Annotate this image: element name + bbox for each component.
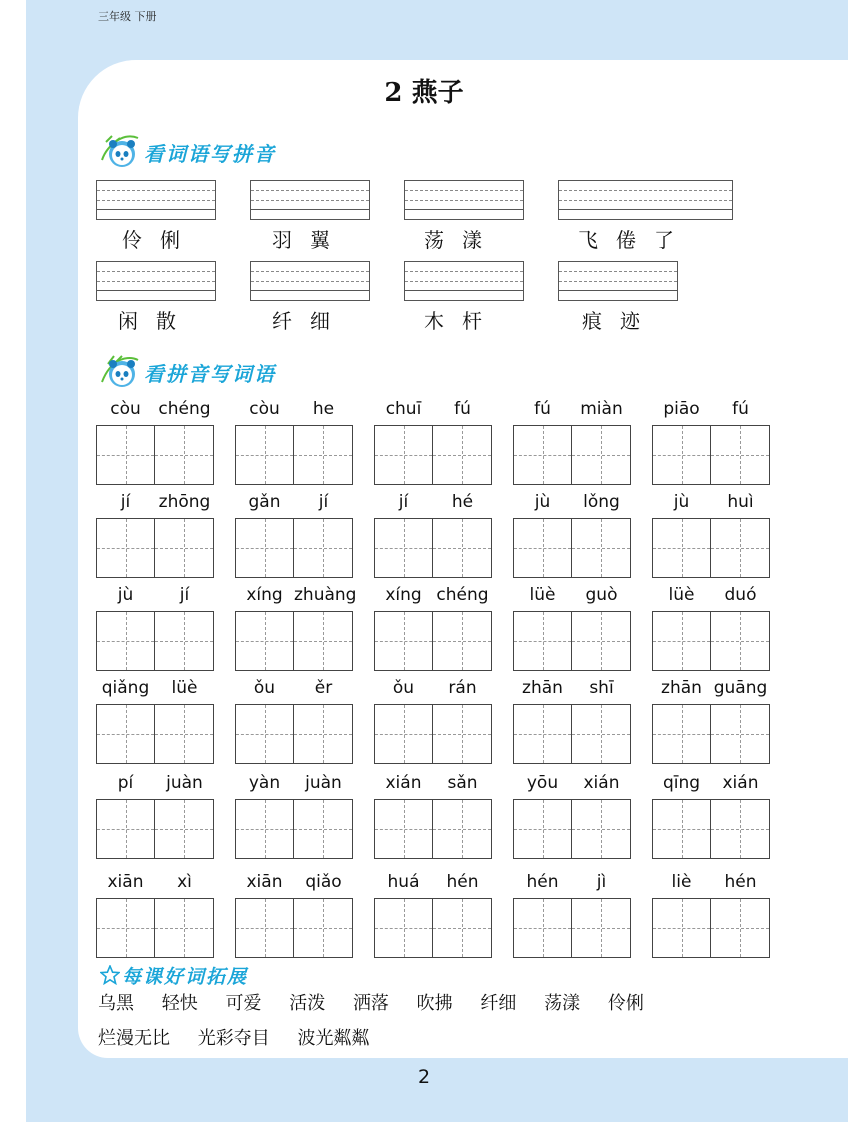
lesson-title: 2 燕子: [384, 78, 464, 108]
pinyin-label: [235, 678, 353, 700]
writing-cell[interactable]: [572, 898, 631, 958]
pinyin-label: [374, 773, 492, 795]
pinyin-syllable: jí: [398, 492, 409, 512]
pinyin-syllable: chéng: [436, 585, 489, 605]
pinyin-syllable: zhān: [522, 678, 563, 698]
pinyin-syllable: huá: [387, 872, 420, 892]
pinyin-syllable: lüè: [529, 585, 556, 605]
character-writing-grid[interactable]: [513, 898, 631, 958]
pinyin-label: [235, 585, 357, 607]
writing-cell[interactable]: [294, 704, 353, 764]
writing-cell[interactable]: [374, 799, 433, 859]
pinyin-syllable: ěr: [314, 678, 333, 698]
character-writing-grid[interactable]: [652, 611, 770, 671]
character-writing-grid[interactable]: [235, 898, 353, 958]
character-writing-grid[interactable]: [235, 518, 353, 578]
pinyin-label: [513, 585, 631, 607]
pinyin-label: [235, 399, 353, 421]
pinyin-syllable: gǎn: [248, 492, 281, 512]
pinyin-syllable: yōu: [526, 773, 559, 793]
writing-cell[interactable]: [513, 799, 572, 859]
writing-cell[interactable]: [513, 611, 572, 671]
writing-cell[interactable]: [652, 518, 711, 578]
pinyin-syllable: miàn: [580, 399, 623, 419]
writing-cell[interactable]: [235, 898, 294, 958]
pinyin-syllable: qiǎo: [305, 872, 342, 892]
pinyin-syllable: xián: [385, 773, 422, 793]
writing-cell[interactable]: [96, 425, 155, 485]
writing-cell[interactable]: [711, 518, 770, 578]
writing-cell[interactable]: [572, 425, 631, 485]
writing-cell[interactable]: [652, 425, 711, 485]
character-writing-grid[interactable]: [96, 611, 214, 671]
pinyin-syllable: fú: [732, 399, 749, 419]
pinyin-label: [235, 492, 353, 514]
page-number: 2: [417, 1066, 431, 1088]
character-writing-grid[interactable]: [374, 704, 492, 764]
writing-cell[interactable]: [96, 518, 155, 578]
character-writing-grid[interactable]: [652, 799, 770, 859]
writing-cell[interactable]: [433, 799, 492, 859]
writing-cell[interactable]: [513, 425, 572, 485]
section-heading-text: 每课好词拓展: [122, 966, 249, 988]
character-writing-grid[interactable]: [652, 518, 770, 578]
pinyin-label: [652, 399, 770, 421]
writing-cell[interactable]: [572, 799, 631, 859]
pinyin-label: [374, 399, 492, 421]
character-writing-grid[interactable]: [513, 611, 631, 671]
writing-cell[interactable]: [96, 704, 155, 764]
word-to-annotate: 羽翼: [272, 228, 348, 252]
section-heading-text: 看拼音写词语: [144, 362, 276, 386]
pinyin-syllable: jù: [534, 492, 551, 512]
word-to-annotate: 痕迹: [582, 309, 658, 333]
character-writing-grid[interactable]: [652, 898, 770, 958]
writing-cell[interactable]: [711, 611, 770, 671]
pinyin-writing-box[interactable]: [96, 261, 216, 301]
pinyin-syllable: zhuàng: [294, 585, 357, 605]
character-writing-grid[interactable]: [96, 898, 214, 958]
writing-cell[interactable]: [572, 611, 631, 671]
character-writing-grid[interactable]: [513, 518, 631, 578]
pinyin-label: [652, 678, 770, 700]
pinyin-label: [96, 773, 214, 795]
writing-cell[interactable]: [96, 799, 155, 859]
pinyin-syllable: hén: [724, 872, 757, 892]
pinyin-writing-box[interactable]: [404, 261, 524, 301]
extension-words-line-1: [98, 989, 666, 1015]
word-to-annotate: 荡漾: [424, 228, 500, 252]
writing-cell[interactable]: [513, 518, 572, 578]
pinyin-label: [652, 872, 770, 894]
pinyin-syllable: lǒng: [583, 492, 620, 512]
pinyin-writing-box[interactable]: [558, 180, 733, 220]
pinyin-label: [96, 678, 214, 700]
pinyin-syllable: ǒu: [392, 678, 415, 698]
pinyin-label: [96, 399, 214, 421]
pinyin-syllable: huì: [727, 492, 754, 512]
writing-cell[interactable]: [433, 611, 492, 671]
pinyin-label: [513, 399, 631, 421]
section-heading-pinyin-to-words: [98, 350, 358, 390]
writing-cell[interactable]: [652, 704, 711, 764]
writing-cell[interactable]: [155, 704, 214, 764]
pinyin-writing-box[interactable]: [250, 261, 370, 301]
extension-word: 轻快: [161, 993, 198, 1014]
pinyin-syllable: xì: [177, 872, 192, 892]
pinyin-syllable: xiān: [246, 872, 283, 892]
pinyin-writing-box[interactable]: [250, 180, 370, 220]
pinyin-syllable: lüè: [668, 585, 695, 605]
character-writing-grid[interactable]: [652, 425, 770, 485]
panda-icon: [98, 350, 142, 390]
pinyin-syllable: hén: [526, 872, 559, 892]
extension-words-line-2: [98, 1024, 391, 1050]
star-icon: [100, 965, 120, 985]
pinyin-syllable: piāo: [663, 399, 700, 419]
pinyin-label: [513, 872, 631, 894]
character-writing-grid[interactable]: [374, 799, 492, 859]
pinyin-syllable: jí: [179, 585, 190, 605]
pinyin-syllable: xíng: [246, 585, 283, 605]
pinyin-syllable: còu: [249, 399, 280, 419]
writing-cell[interactable]: [374, 518, 433, 578]
character-writing-grid[interactable]: [513, 425, 631, 485]
word-to-annotate: 伶俐: [122, 228, 198, 252]
writing-cell[interactable]: [235, 518, 294, 578]
writing-cell[interactable]: [235, 799, 294, 859]
pinyin-syllable: jù: [117, 585, 134, 605]
writing-cell[interactable]: [513, 704, 572, 764]
pinyin-syllable: xián: [722, 773, 759, 793]
writing-cell[interactable]: [711, 799, 770, 859]
pinyin-syllable: shī: [589, 678, 614, 698]
extension-word: 荡漾: [544, 993, 581, 1014]
extension-word: 纤细: [480, 993, 517, 1014]
pinyin-label: [513, 678, 631, 700]
pinyin-syllable: chéng: [158, 399, 211, 419]
writing-cell[interactable]: [374, 425, 433, 485]
word-to-annotate: 纤细: [272, 309, 348, 333]
writing-cell[interactable]: [155, 799, 214, 859]
extension-word: 可爱: [225, 993, 262, 1014]
writing-cell[interactable]: [235, 611, 294, 671]
pinyin-label: [374, 678, 492, 700]
writing-cell[interactable]: [652, 898, 711, 958]
pinyin-label: [96, 492, 214, 514]
pinyin-label: [652, 773, 770, 795]
writing-cell[interactable]: [572, 704, 631, 764]
pinyin-syllable: hé: [451, 492, 474, 512]
writing-cell[interactable]: [652, 611, 711, 671]
pinyin-syllable: fú: [454, 399, 471, 419]
pinyin-syllable: liè: [671, 872, 692, 892]
character-writing-grid[interactable]: [374, 518, 492, 578]
pinyin-writing-box[interactable]: [558, 261, 678, 301]
pinyin-syllable: juàn: [305, 773, 342, 793]
pinyin-syllable: guāng: [713, 678, 768, 698]
writing-cell[interactable]: [374, 898, 433, 958]
pinyin-label: [513, 773, 631, 795]
pinyin-writing-box[interactable]: [96, 180, 216, 220]
section-heading-word-extension: [100, 962, 320, 990]
pinyin-syllable: lüè: [171, 678, 198, 698]
character-writing-grid[interactable]: [374, 898, 492, 958]
writing-cell[interactable]: [235, 425, 294, 485]
writing-cell[interactable]: [572, 518, 631, 578]
extension-word: 伶俐: [607, 993, 644, 1014]
pinyin-syllable: yàn: [248, 773, 281, 793]
writing-cell[interactable]: [374, 611, 433, 671]
pinyin-label: [652, 492, 770, 514]
pinyin-syllable: qīng: [662, 773, 701, 793]
extension-word: 烂漫无比: [98, 1028, 170, 1049]
writing-cell[interactable]: [155, 425, 214, 485]
pinyin-syllable: còu: [110, 399, 141, 419]
extension-word: 波光粼粼: [297, 1028, 370, 1049]
pinyin-syllable: he: [312, 399, 335, 419]
character-writing-grid[interactable]: [96, 518, 214, 578]
pinyin-syllable: xíng: [385, 585, 422, 605]
pinyin-label: [652, 585, 770, 607]
page-margin: [0, 0, 26, 1122]
writing-cell[interactable]: [433, 704, 492, 764]
pinyin-syllable: pí: [117, 773, 134, 793]
pinyin-syllable: qiǎng: [101, 678, 150, 698]
word-to-annotate: 闲散: [118, 309, 194, 333]
writing-cell[interactable]: [374, 704, 433, 764]
writing-cell[interactable]: [711, 704, 770, 764]
pinyin-label: [235, 773, 353, 795]
pinyin-syllable: hén: [446, 872, 479, 892]
pinyin-label: [96, 585, 214, 607]
writing-cell[interactable]: [433, 518, 492, 578]
writing-cell[interactable]: [294, 425, 353, 485]
panda-icon: [98, 130, 142, 170]
writing-cell[interactable]: [155, 518, 214, 578]
pinyin-syllable: jí: [318, 492, 329, 512]
writing-cell[interactable]: [652, 799, 711, 859]
pinyin-label: [374, 872, 492, 894]
character-writing-grid[interactable]: [652, 704, 770, 764]
word-to-annotate: 木杆: [424, 309, 500, 333]
writing-cell[interactable]: [294, 611, 353, 671]
writing-cell[interactable]: [155, 898, 214, 958]
character-writing-grid[interactable]: [96, 425, 214, 485]
pinyin-syllable: jì: [596, 872, 607, 892]
pinyin-label: [235, 872, 353, 894]
section-heading-read-words: [98, 130, 358, 170]
pinyin-syllable: guò: [585, 585, 618, 605]
pinyin-syllable: fú: [534, 399, 551, 419]
pinyin-syllable: juàn: [166, 773, 203, 793]
character-writing-grid[interactable]: [96, 799, 214, 859]
pinyin-syllable: ǒu: [253, 678, 276, 698]
extension-word: 乌黑: [98, 993, 134, 1014]
grade-label: 三年级 下册: [98, 10, 157, 23]
pinyin-syllable: zhōng: [158, 492, 211, 512]
character-writing-grid[interactable]: [374, 425, 492, 485]
pinyin-label: [374, 492, 492, 514]
extension-word: 吹拂: [416, 993, 453, 1014]
pinyin-syllable: jí: [120, 492, 131, 512]
pinyin-syllable: rán: [448, 678, 477, 698]
pinyin-label: [96, 872, 214, 894]
pinyin-writing-box[interactable]: [404, 180, 524, 220]
writing-cell[interactable]: [96, 898, 155, 958]
pinyin-syllable: sǎn: [447, 773, 478, 793]
pinyin-syllable: jù: [673, 492, 690, 512]
character-writing-grid[interactable]: [235, 611, 353, 671]
writing-cell[interactable]: [155, 611, 214, 671]
writing-cell[interactable]: [294, 799, 353, 859]
pinyin-syllable: xiān: [107, 872, 144, 892]
writing-cell[interactable]: [294, 898, 353, 958]
writing-cell[interactable]: [433, 425, 492, 485]
extension-word: 光彩夺目: [197, 1028, 270, 1049]
pinyin-label: [513, 492, 631, 514]
writing-cell[interactable]: [513, 898, 572, 958]
pinyin-syllable: duó: [724, 585, 757, 605]
character-writing-grid[interactable]: [96, 704, 214, 764]
writing-cell[interactable]: [711, 425, 770, 485]
section-heading-text: 看词语写拼音: [144, 142, 276, 166]
word-to-annotate: 飞倦了: [578, 228, 692, 252]
writing-cell[interactable]: [433, 898, 492, 958]
extension-word: 活泼: [289, 993, 326, 1014]
character-writing-grid[interactable]: [235, 425, 353, 485]
character-writing-grid[interactable]: [513, 704, 631, 764]
writing-cell[interactable]: [235, 704, 294, 764]
writing-cell[interactable]: [294, 518, 353, 578]
pinyin-syllable: xián: [583, 773, 620, 793]
pinyin-syllable: zhān: [661, 678, 702, 698]
character-writing-grid[interactable]: [235, 704, 353, 764]
pinyin-label: [374, 585, 492, 607]
character-writing-grid[interactable]: [235, 799, 353, 859]
writing-cell[interactable]: [96, 611, 155, 671]
extension-word: 洒落: [352, 993, 389, 1014]
pinyin-syllable: chuī: [385, 399, 422, 419]
character-writing-grid[interactable]: [374, 611, 492, 671]
character-writing-grid[interactable]: [513, 799, 631, 859]
writing-cell[interactable]: [711, 898, 770, 958]
